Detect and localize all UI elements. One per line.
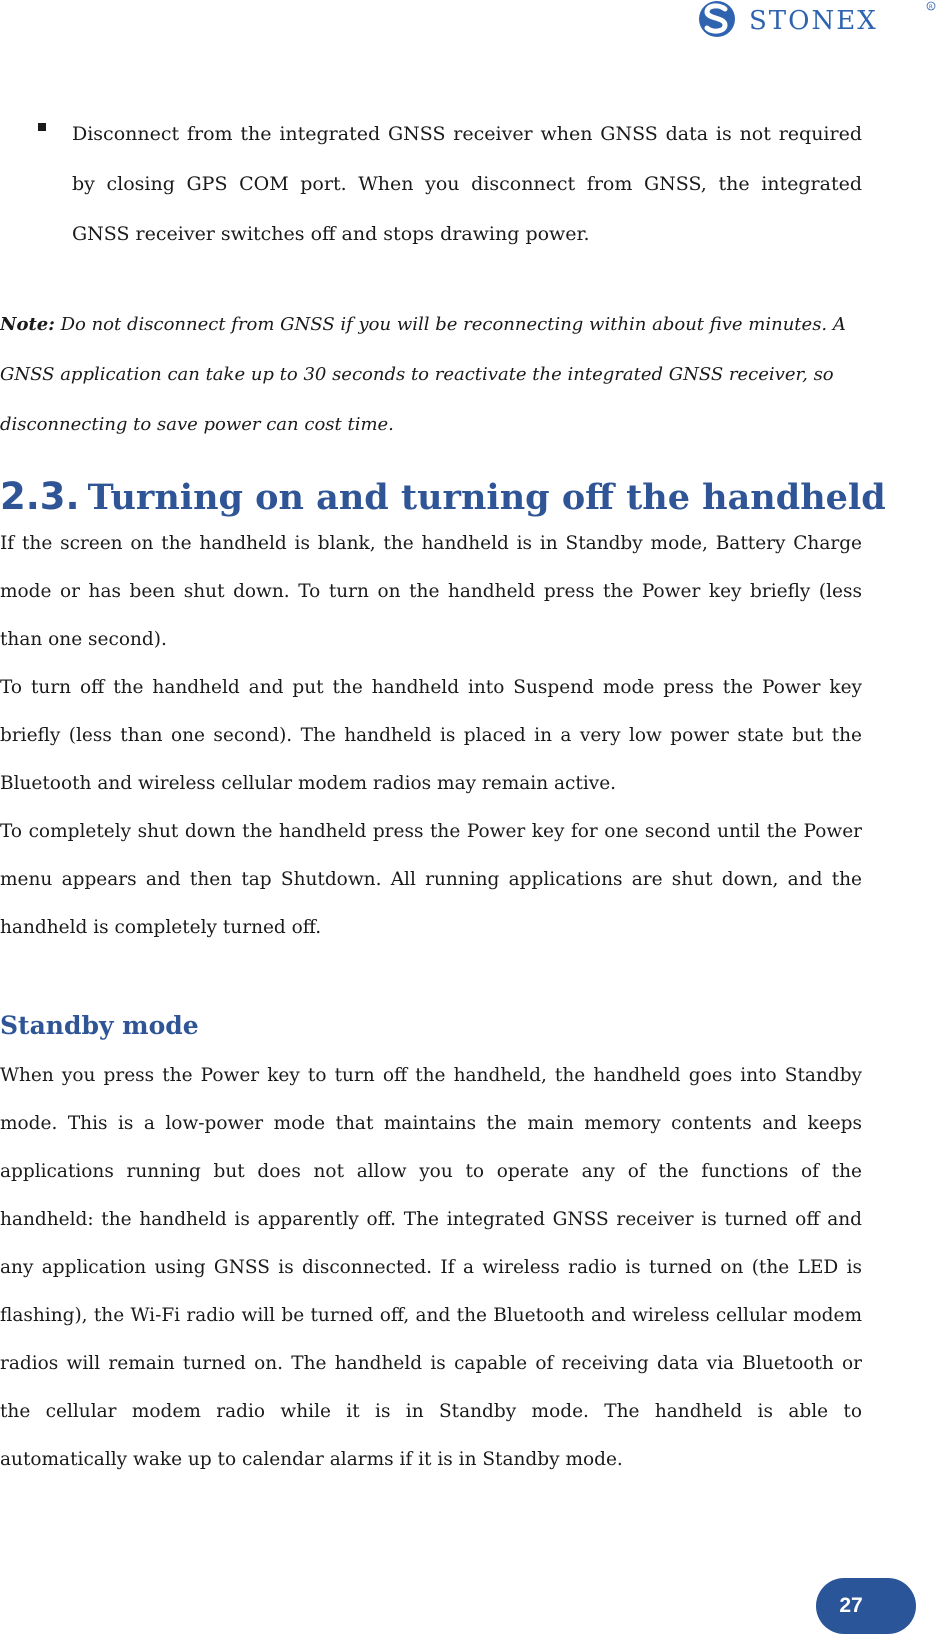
section-paragraph-2: To turn off the handheld and put the handheld into Suspend mode press the Power key briefly (less than one second). The handheld is placed in a very low power state but the Bluetooth and wireless cellular modem radios may remain active.: [0, 677, 862, 794]
stonex-logo-graphic: [679, 0, 941, 44]
section-paragraph-1: If the screen on the handheld is blank, the handheld is in Standby mode, Battery Charge mode or has been shut down. To turn on the handheld press the Power key briefly (less than one second).: [0, 533, 862, 650]
subsection-paragraph: When you press the Power key to turn off the handheld, the handheld goes into Standby mode. This is a low-power mode that maintains the main memory contents and keeps applications running but does not allow you to operate any of the functions of the handheld: the handheld is apparently off. The integrated GNSS receiver is turned off and any application using GNSS is disconnected. If a wireless radio is turned on (the LED is flashing), the Wi-Fi radio will be turned off, and the Bluetooth and wireless cellular modem radios will remain turned on. The handheld is capable of receiving data via Bluetooth or the cellular modem radio while it is in Standby mode. The handheld is able to automatically wake up to calendar alarms if it is in Standby mode.: [0, 1065, 862, 1470]
subsection-heading: Standby mode: [0, 1011, 199, 1040]
section-heading: [0, 475, 886, 518]
bullet-text: Disconnect from the integrated GNSS receiver when GNSS data is not required by closing GPS COM port. When you disconnect from GNSS, the integrated GNSS receiver switches off and stops drawing power.: [72, 123, 862, 245]
note-paragraph: [0, 300, 862, 450]
svg-text:R: R: [929, 4, 933, 11]
page-number: 27: [839, 1594, 863, 1617]
section-title: Turning on and turning off the handheld: [87, 477, 886, 518]
section-number: 2.3.: [0, 475, 80, 518]
section-paragraph-3: To completely shut down the handheld press the Power key for one second until the Power menu appears and then tap Shutdown. All running applications are shut down, and the handheld is completely turned off.: [0, 821, 862, 938]
stonex-logo: [679, 0, 941, 44]
logo-wordmark: STONEX: [749, 6, 878, 36]
page-number-badge: [816, 1578, 916, 1634]
note-text: Do not disconnect from GNSS if you will be reconnecting within about five minutes. A GNSS application can take up to 30 seconds to reactivate the integrated GNSS receiver, so disconnecting to save power can cost time.: [0, 314, 846, 435]
note-label: Note:: [0, 314, 55, 335]
square-bullet-icon: [38, 123, 46, 131]
